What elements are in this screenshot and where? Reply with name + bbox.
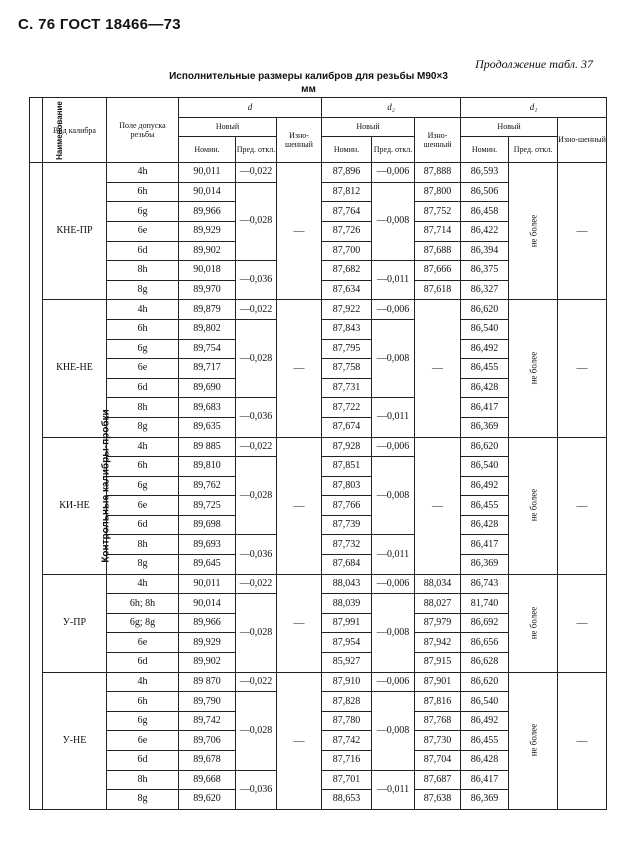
header-d2-tol: Пред. откл.: [372, 137, 415, 163]
d2-worn: 87,888: [415, 163, 461, 183]
d-nominal: 89,725: [179, 496, 236, 516]
tolerance-field: 6h: [107, 457, 179, 477]
d-tolerance: —0,028: [236, 319, 277, 397]
d2-nominal: 87,634: [322, 280, 372, 300]
d1-nominal: 86,455: [461, 731, 509, 751]
d1-tolerance: не более: [509, 437, 558, 574]
d2-nominal: 87,812: [322, 182, 372, 202]
d1-nominal: 86,492: [461, 339, 509, 359]
d1-tolerance: не более: [509, 163, 558, 300]
d1-nominal: 81,740: [461, 594, 509, 614]
tolerance-field: 4h: [107, 672, 179, 692]
tolerance-field: 8h: [107, 398, 179, 418]
d-nominal: 89,668: [179, 770, 236, 790]
group-label: Контрольные калибры-пробки: [30, 163, 43, 810]
d1-nominal: 86,458: [461, 202, 509, 222]
d2-tolerance: —0,006: [372, 574, 415, 594]
d-nominal: 89,645: [179, 555, 236, 575]
d2-tolerance: —0,011: [372, 770, 415, 809]
d-tolerance: —0,028: [236, 594, 277, 672]
tolerance-field: 6e: [107, 359, 179, 379]
d-nominal: 89,810: [179, 457, 236, 477]
d2-worn: 87,688: [415, 241, 461, 261]
d-nominal: 89,706: [179, 731, 236, 751]
d-nominal: 89,790: [179, 692, 236, 712]
d2-nominal: 87,732: [322, 535, 372, 555]
d1-nominal: 86,417: [461, 770, 509, 790]
d2-nominal: 87,766: [322, 496, 372, 516]
d2-nominal: 87,731: [322, 378, 372, 398]
tolerance-field: 8h: [107, 535, 179, 555]
d2-nominal: 87,803: [322, 476, 372, 496]
tolerance-field: 6e: [107, 633, 179, 653]
d1-worn: —: [558, 300, 607, 437]
tolerance-field: 6g: [107, 339, 179, 359]
tolerance-field: 6e: [107, 496, 179, 516]
d-nominal: 89,620: [179, 790, 236, 810]
d1-nominal: 86,417: [461, 398, 509, 418]
d1-nominal: 86,369: [461, 790, 509, 810]
d2-worn: —: [415, 300, 461, 437]
header-d-worn: Изно-шенный: [277, 117, 322, 163]
d-nominal: 90,011: [179, 574, 236, 594]
d2-worn: 87,816: [415, 692, 461, 712]
d2-worn: 87,979: [415, 613, 461, 633]
d2-worn: 87,687: [415, 770, 461, 790]
tolerance-field: 6d: [107, 378, 179, 398]
d1-tolerance: не более: [509, 574, 558, 672]
tolerance-field: 6d: [107, 515, 179, 535]
header-name: Наименование: [30, 98, 43, 163]
d-worn: —: [277, 300, 322, 437]
d1-nominal: 86,692: [461, 613, 509, 633]
d2-worn: 87,752: [415, 202, 461, 222]
d1-nominal: 86,506: [461, 182, 509, 202]
d-nominal: 89,742: [179, 711, 236, 731]
d1-nominal: 86,743: [461, 574, 509, 594]
d2-tolerance: —0,006: [372, 163, 415, 183]
d1-nominal: 86,620: [461, 672, 509, 692]
d2-nominal: 85,927: [322, 653, 372, 673]
d1-nominal: 86,327: [461, 280, 509, 300]
d-nominal: 89,970: [179, 280, 236, 300]
tolerance-field: 6g: [107, 202, 179, 222]
d2-tolerance: —0,006: [372, 672, 415, 692]
d-nominal: 89,762: [179, 476, 236, 496]
header-d: d: [179, 98, 322, 118]
d-nominal: 89 885: [179, 437, 236, 457]
d1-worn: —: [558, 437, 607, 574]
tolerance-field: 6h: [107, 692, 179, 712]
d2-tolerance: —0,008: [372, 319, 415, 397]
tolerance-field: 6e: [107, 221, 179, 241]
kind-name: У-НЕ: [43, 672, 107, 809]
tolerance-field: 6h: [107, 182, 179, 202]
d2-nominal: 88,043: [322, 574, 372, 594]
d2-nominal: 87,739: [322, 515, 372, 535]
d-worn: —: [277, 437, 322, 574]
d-nominal: 89,683: [179, 398, 236, 418]
d2-worn: 87,618: [415, 280, 461, 300]
header-d2-nominal: Номин.: [322, 137, 372, 163]
d1-nominal: 86,428: [461, 378, 509, 398]
d2-nominal: 87,954: [322, 633, 372, 653]
d-nominal: 89,690: [179, 378, 236, 398]
d1-nominal: 86,369: [461, 555, 509, 575]
kind-name: КИ-НЕ: [43, 437, 107, 574]
d-nominal: 89,902: [179, 653, 236, 673]
d2-nominal: 87,896: [322, 163, 372, 183]
d1-nominal: 86,428: [461, 751, 509, 771]
d-tolerance: —0,028: [236, 182, 277, 260]
d-tolerance: —0,022: [236, 672, 277, 692]
d1-nominal: 86,375: [461, 261, 509, 281]
d2-nominal: 88,039: [322, 594, 372, 614]
page-header: С. 76 ГОСТ 18466—73: [18, 16, 181, 33]
d2-nominal: 87,910: [322, 672, 372, 692]
d-nominal: 89,717: [179, 359, 236, 379]
d-tolerance: —0,036: [236, 535, 277, 574]
tolerance-field: 4h: [107, 437, 179, 457]
d-nominal: 89,966: [179, 613, 236, 633]
d2-worn: 87,730: [415, 731, 461, 751]
tolerance-field: 6g: [107, 711, 179, 731]
d-nominal: 89,966: [179, 202, 236, 222]
d2-worn: 87,942: [415, 633, 461, 653]
d1-nominal: 86,620: [461, 300, 509, 320]
d-nominal: 90,014: [179, 594, 236, 614]
d2-tolerance: —0,008: [372, 692, 415, 770]
d-tolerance: —0,036: [236, 261, 277, 300]
tolerance-field: 4h: [107, 300, 179, 320]
d1-nominal: 86,394: [461, 241, 509, 261]
d1-nominal: 86,417: [461, 535, 509, 555]
d2-tolerance: —0,006: [372, 437, 415, 457]
kind-name: КНЕ-ПР: [43, 163, 107, 300]
header-d1-nominal: Номин.: [461, 137, 509, 163]
header-d-tol: Пред. откл.: [236, 137, 277, 163]
tolerance-field: 6d: [107, 653, 179, 673]
d2-nominal: 87,701: [322, 770, 372, 790]
d2-worn: 88,027: [415, 594, 461, 614]
d1-tolerance: не более: [509, 300, 558, 437]
d1-nominal: 86,628: [461, 653, 509, 673]
tolerance-field: 8h: [107, 770, 179, 790]
d2-worn: 87,768: [415, 711, 461, 731]
d2-nominal: 87,684: [322, 555, 372, 575]
kind-name: КНЕ-НЕ: [43, 300, 107, 437]
d-nominal: 89,929: [179, 633, 236, 653]
header-d1-worn: Изно-шенный: [558, 117, 607, 163]
d2-worn: —: [415, 437, 461, 574]
d2-tolerance: —0,008: [372, 182, 415, 260]
d2-nominal: 87,758: [322, 359, 372, 379]
d1-nominal: 86,656: [461, 633, 509, 653]
header-field: Поле допуска резьбы: [107, 98, 179, 163]
tolerance-field: 8h: [107, 261, 179, 281]
tolerance-field: 6g; 8g: [107, 613, 179, 633]
tolerance-field: 6g: [107, 476, 179, 496]
d2-worn: 87,704: [415, 751, 461, 771]
tolerance-field: 6d: [107, 241, 179, 261]
kind-name: У-ПР: [43, 574, 107, 672]
header-d2-worn: Изно-шенный: [415, 117, 461, 163]
d2-nominal: 87,795: [322, 339, 372, 359]
d-worn: —: [277, 163, 322, 300]
d-nominal: 90,018: [179, 261, 236, 281]
tolerance-field: 6d: [107, 751, 179, 771]
d2-nominal: 87,991: [322, 613, 372, 633]
d2-worn: 87,901: [415, 672, 461, 692]
tolerance-field: 8g: [107, 417, 179, 437]
d-tolerance: —0,022: [236, 300, 277, 320]
d1-worn: —: [558, 163, 607, 300]
d2-nominal: 87,674: [322, 417, 372, 437]
tolerance-field: 6e: [107, 731, 179, 751]
d2-nominal: 87,843: [322, 319, 372, 339]
d1-nominal: 86,540: [461, 692, 509, 712]
d1-nominal: 86,422: [461, 221, 509, 241]
tolerance-field: 4h: [107, 574, 179, 594]
d2-nominal: 87,928: [322, 437, 372, 457]
table-units: мм: [301, 84, 316, 95]
header-d1-tol: Пред. откл.: [509, 137, 558, 163]
d2-nominal: 87,722: [322, 398, 372, 418]
d-nominal: 89,635: [179, 417, 236, 437]
header-d1: d₁: [461, 98, 607, 118]
d2-nominal: 87,726: [322, 221, 372, 241]
d2-tolerance: —0,011: [372, 261, 415, 300]
table-caption: Исполнительные размеры калибров для резьбы М90×3: [169, 71, 448, 82]
d-tolerance: —0,022: [236, 574, 277, 594]
d2-nominal: 87,828: [322, 692, 372, 712]
d1-nominal: 86,540: [461, 319, 509, 339]
d-nominal: 90,014: [179, 182, 236, 202]
d1-nominal: 86,455: [461, 359, 509, 379]
d2-tolerance: —0,008: [372, 594, 415, 672]
d1-nominal: 86,492: [461, 711, 509, 731]
d2-nominal: 87,780: [322, 711, 372, 731]
tolerance-field: 8g: [107, 555, 179, 575]
tolerance-field: 8g: [107, 280, 179, 300]
d2-tolerance: —0,011: [372, 398, 415, 437]
d-nominal: 89,698: [179, 515, 236, 535]
d2-worn: 88,034: [415, 574, 461, 594]
tolerance-field: 8g: [107, 790, 179, 810]
d2-nominal: 87,700: [322, 241, 372, 261]
d-tolerance: —0,036: [236, 770, 277, 809]
d2-nominal: 88,653: [322, 790, 372, 810]
d2-nominal: 87,682: [322, 261, 372, 281]
calibre-table: [29, 97, 607, 810]
d1-worn: —: [558, 574, 607, 672]
d-nominal: 89,802: [179, 319, 236, 339]
header-d-nominal: Номин.: [179, 137, 236, 163]
d-nominal: 89 870: [179, 672, 236, 692]
d2-tolerance: —0,008: [372, 457, 415, 535]
d-nominal: 89,754: [179, 339, 236, 359]
d-tolerance: —0,022: [236, 437, 277, 457]
tolerance-field: 6h; 8h: [107, 594, 179, 614]
d-nominal: 89,929: [179, 221, 236, 241]
d2-worn: 87,666: [415, 261, 461, 281]
d2-worn: 87,800: [415, 182, 461, 202]
tolerance-field: 6h: [107, 319, 179, 339]
d2-nominal: 87,764: [322, 202, 372, 222]
d1-nominal: 86,593: [461, 163, 509, 183]
d1-tolerance: не более: [509, 672, 558, 809]
d-nominal: 89,678: [179, 751, 236, 771]
header-d2-new: Новый: [322, 117, 415, 137]
d2-nominal: 87,922: [322, 300, 372, 320]
d-nominal: 89,902: [179, 241, 236, 261]
d-nominal: 89,879: [179, 300, 236, 320]
continuation-note: Продолжение табл. 37: [475, 57, 593, 71]
d1-nominal: 86,620: [461, 437, 509, 457]
d2-worn: 87,714: [415, 221, 461, 241]
header-d1-new: Новый: [461, 117, 558, 137]
d1-nominal: 86,428: [461, 515, 509, 535]
d2-worn: 87,638: [415, 790, 461, 810]
d1-nominal: 86,492: [461, 476, 509, 496]
header-d-new: Новый: [179, 117, 277, 137]
d2-nominal: 87,716: [322, 751, 372, 771]
d1-nominal: 86,540: [461, 457, 509, 477]
tolerance-field: 4h: [107, 163, 179, 183]
header-d2: d₂: [322, 98, 461, 118]
d1-worn: —: [558, 672, 607, 809]
d2-tolerance: —0,006: [372, 300, 415, 320]
d1-nominal: 86,455: [461, 496, 509, 516]
d-worn: —: [277, 574, 322, 672]
d2-tolerance: —0,011: [372, 535, 415, 574]
d2-nominal: 87,742: [322, 731, 372, 751]
d1-nominal: 86,369: [461, 417, 509, 437]
d-nominal: 90,011: [179, 163, 236, 183]
d-tolerance: —0,022: [236, 163, 277, 183]
d2-worn: 87,915: [415, 653, 461, 673]
d-worn: —: [277, 672, 322, 809]
d-tolerance: —0,036: [236, 398, 277, 437]
d-tolerance: —0,028: [236, 692, 277, 770]
d-tolerance: —0,028: [236, 457, 277, 535]
header-kind: Вид калибра: [43, 98, 107, 163]
d-nominal: 89,693: [179, 535, 236, 555]
d2-nominal: 87,851: [322, 457, 372, 477]
